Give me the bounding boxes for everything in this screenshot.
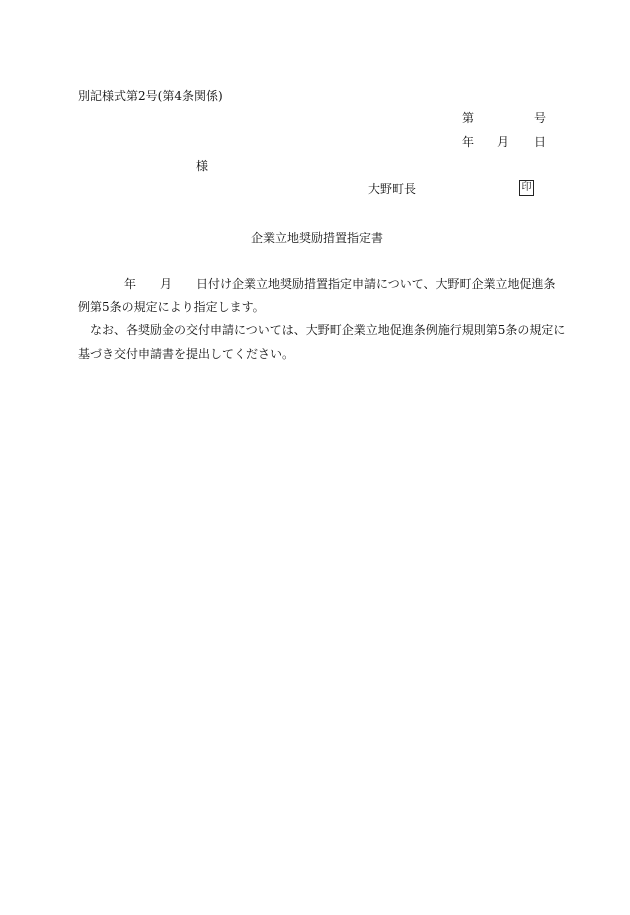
document-number-suffix: 号 [534,111,547,125]
date-year-label: 年 [462,135,475,149]
paragraph1-year-label: 年 [124,277,137,291]
document-title: 企業立地奨励措置指定書 [251,231,384,245]
paragraph1-month-label: 月 [160,277,173,291]
document-number-prefix: 第 [462,111,475,125]
issuer-name: 大野町長 [368,182,417,196]
seal-stamp: 印 [519,180,534,196]
form-label: 別記様式第2号(第4条関係) [78,89,223,103]
date-month-label: 月 [497,135,510,149]
paragraph2-line2: 基づき交付申請書を提出してください。 [78,347,295,361]
recipient-honorific: 様 [196,159,209,173]
date-day-label: 日 [534,135,547,149]
paragraph1-line1: 日付け企業立地奨励措置指定申請について、大野町企業立地促進条 [196,277,556,291]
paragraph1-line2: 例第5条の規定により指定します。 [78,300,265,314]
paragraph2-line1: なお、各奨励金の交付申請については、大野町企業立地促進条例施行規則第5条の規定に [90,323,566,337]
